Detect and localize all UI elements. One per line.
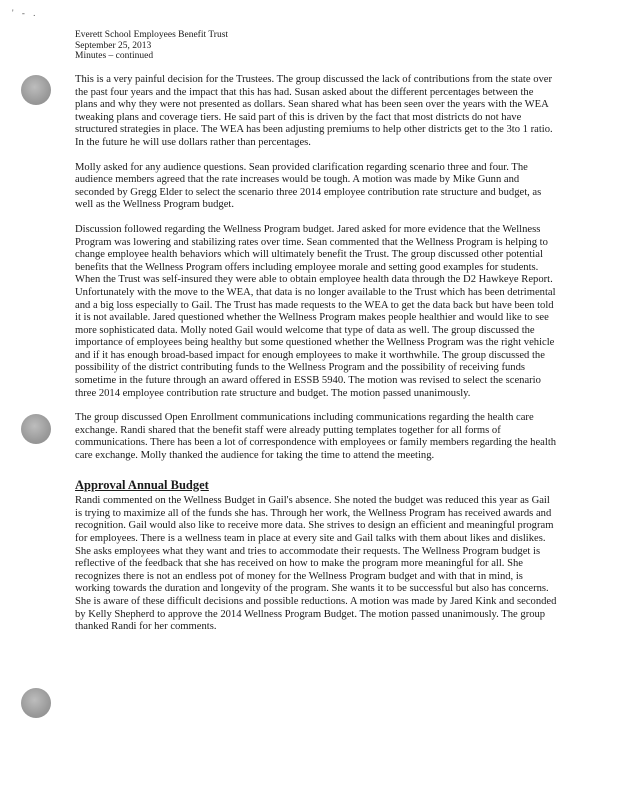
header-organization: Everett School Employees Benefit Trust bbox=[75, 30, 229, 40]
paragraph-trustees-decision: This is a very painful decision for the Trustees. The group discussed the lack of contributions from the state over the past four years and the impact that this has had. Susan asked about the different percentages between the plans and why they were not presented as dollars. Sean shared what has been seen over the years with the WEA tweaking plans and coverage tiers. He said part of this is driven by the fact that most districts do not have structured strategies in place. The WEA has been adjusting premiums to help other districts get to the 3to 1 ratio. In the future he will use dollars rather than percentages. bbox=[75, 74, 553, 148]
paragraph-wellness-discussion: Discussion followed regarding the Wellness Program budget. Jared asked for more evidence that the Wellness Program was lowering and stabilizing rates over time. Sean commented that the Wellness Program is helping to change employee health behaviors which will ultimately benefit the Trust. The group discussed other potential benefits that the Wellness Program offers including employee morale and setting good examples for students. When the Trust was self-insured they were able to obtain employee health data through the D2 Hawkeye Report. Unfortunately with the move to the WEA, that data is no longer available to the Trust which has been detrimental and a big loss especially to Gail. The Trust has made requests to the WEA to get the data back but have been told it is not available. Jared questioned whether the Wellness Program makes people healthier and would like to see more sophisticated data. Molly noted Gail would welcome that type of data as well. The group discussed the importance of employees being healthy but some questioned whether the Wellness Program was the right vehicle and if it has enough broad-based impact for enough employees to make it worthwhile. The group discussed the possibility of the district contributing funds to the Wellness Program and the possibility of receiving funds sometime in the future through an award offered in ESSB 5940. The motion was revised to select the scenario three 2014 employee contribution rate structure and budget. The motion passed unanimously. bbox=[75, 223, 556, 399]
document-body bbox=[75, 74, 557, 646]
paragraph-audience-questions: Molly asked for any audience questions. Sean provided clarification regarding scenario three and four. The audience members agreed that the rate increases would be tough. A motion was made by Mike Gunn and seconded by Gregg Elder to select the scenario three 2014 employee contribution rate structure and budget, as well as the Wellness Program budget. bbox=[75, 161, 542, 211]
paragraph-open-enrollment: The group discussed Open Enrollment communications including communications regarding the health care exchange. Randi shared that the benefit staff were already putting templates together for all forms of communications. There has been a lot of correspondence with employees or family members regarding the health care exchange. Molly thanked the audience for taking the time to attend the meeting. bbox=[75, 412, 557, 462]
document-header bbox=[75, 30, 228, 62]
header-date: September 25, 2013 bbox=[75, 40, 152, 51]
punch-hole-bottom bbox=[21, 688, 51, 718]
punch-hole-middle bbox=[21, 414, 51, 444]
section-heading: Approval Annual Budget bbox=[75, 477, 209, 492]
punch-hole-top bbox=[21, 75, 51, 105]
header-continued: Minutes – continued bbox=[75, 51, 154, 61]
paragraph-annual-budget: Randi commented on the Wellness Budget in Gail's absence. She noted the budget was reduced this year as Gail is trying to maximize all of the funds she has. Through her work, the Wellness Program has received awards and recognition. Gail would also like to receive more data. She strives to design an efficient and meaningful program for employees. There is a wellness team in place at every site and Gail talks with them about likes and dislikes. She asks employees what they want and tries to accommodate their requests. The Wellness Program budget is reflective of the feedback that she has received on how to make the program more meaningful for all. She recognizes there is not an endless pot of money for the Wellness Program budget and with that in mind, is working towards the duration and longevity of the program. She wants it to be successful but also has concerns. She is aware of these difficult decisions and possible reductions. A motion was made by Jared Kink and seconded by Kelly Shepherd to approve the 2014 Wellness Program Budget. The motion passed unanimously. The group thanked Randi for her comments. bbox=[75, 495, 557, 633]
scan-artifact-mark: ' - . bbox=[12, 8, 39, 18]
